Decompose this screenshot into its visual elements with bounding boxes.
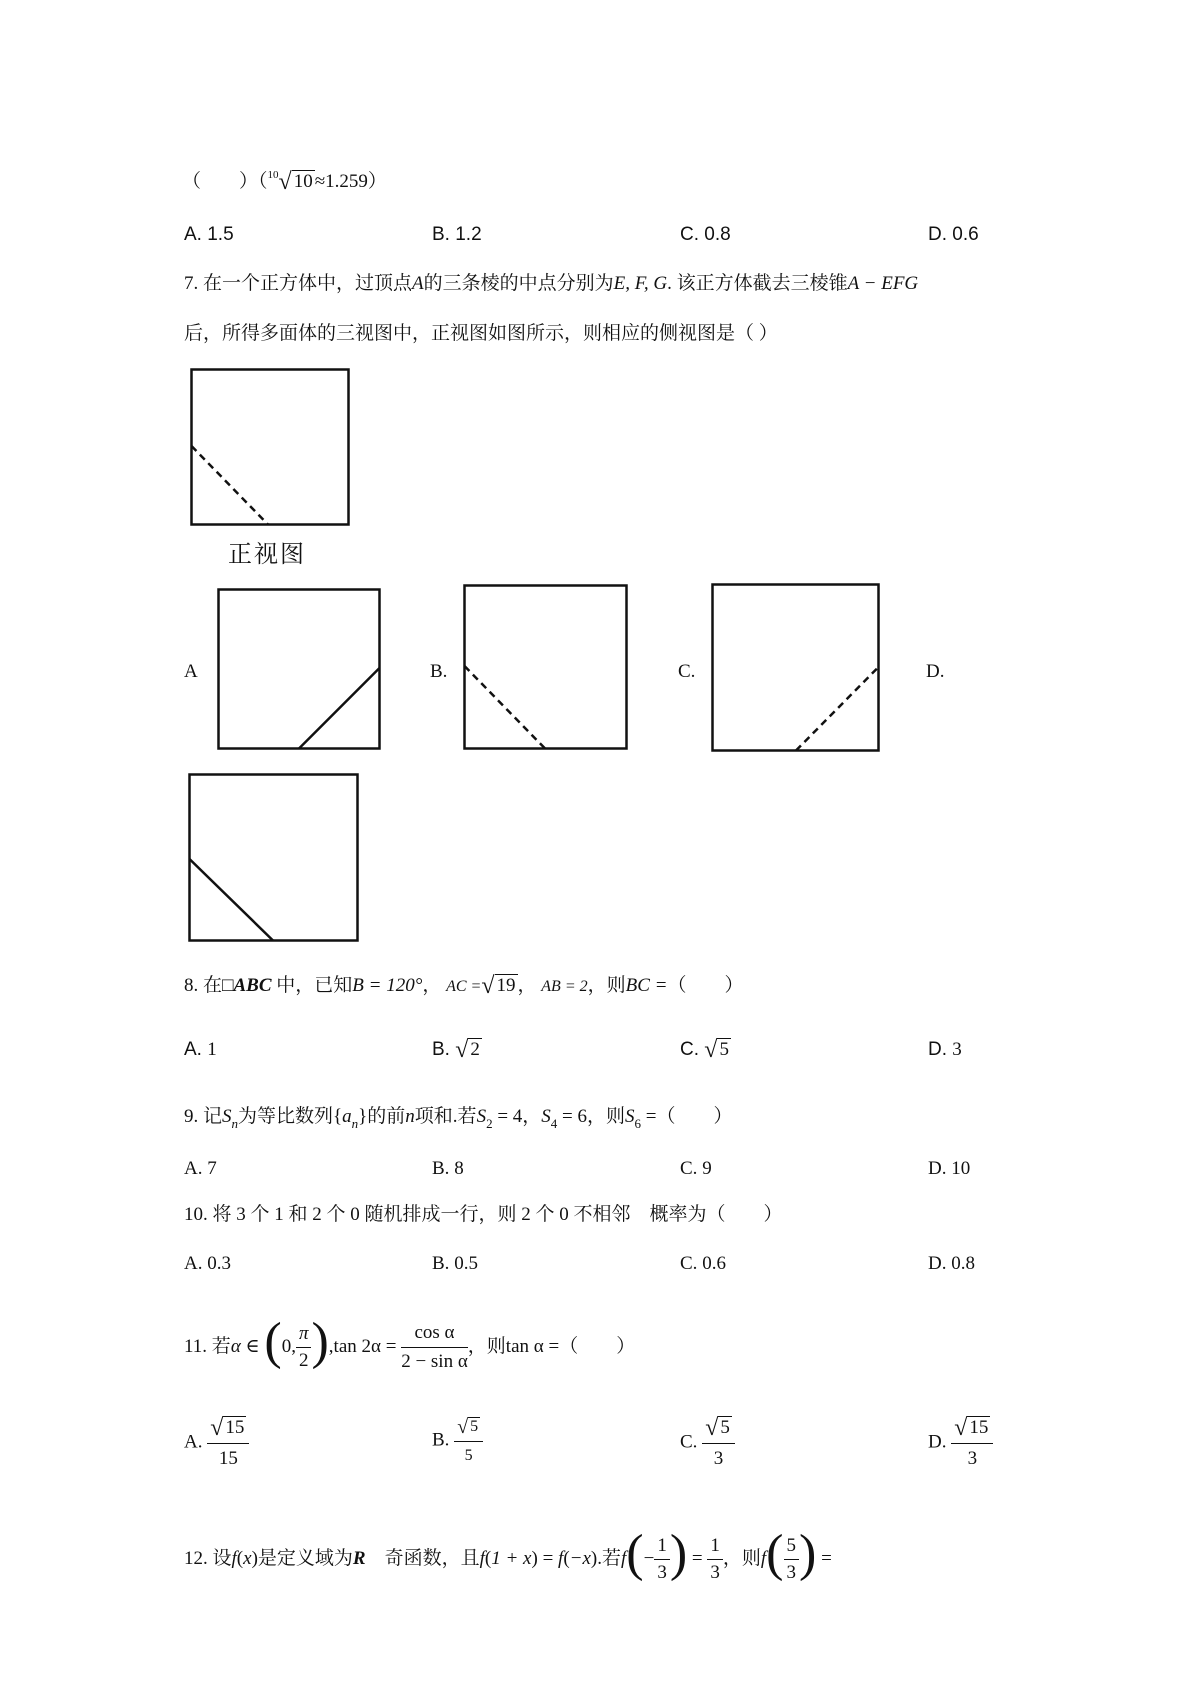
option-c-square	[713, 585, 879, 751]
q6-option-d: D. 0.6	[928, 224, 979, 245]
q9-line: 9. 记$S_n$为等比数列$\{a_n\}$的前n项和.若$S_2 = 4$，$S_4 = 6$，则$S_6$ =（ ）	[184, 1106, 733, 1131]
q6-root-index: 10	[267, 169, 279, 181]
q6-blank: （ ）	[182, 171, 259, 192]
option-b-dashed-edge	[465, 666, 546, 749]
q11-option-d: D. $\frac{√ 15}{3}$	[928, 1412, 993, 1473]
q12-line: 12. 设f(x)是定义域为R 奇函数，且f(1 + x) = f(−x).若f(− $\frac{1}{3}$ ) = $\frac{1}{3}$ ，则f( $\frac{5}{3}$ ) =	[184, 1525, 832, 1584]
q7-front-view-caption: 正视图	[228, 540, 306, 568]
q8-line: 8. 在□ABC 中，已知B = 120°， AC =√ 19 ， AB = 2，则BC =（ ）	[184, 973, 744, 999]
q8-option-a: A. 1	[184, 1039, 217, 1060]
q6-option-b: B. 1.2	[432, 224, 482, 245]
q7-points-efg: E, F, G	[613, 273, 668, 294]
q7-option-b-figure	[463, 584, 629, 752]
q6-hint-close: ）	[367, 171, 387, 192]
q10-option-a: A. 0.3	[184, 1253, 231, 1274]
q6-approx: ≈1.259	[314, 171, 368, 192]
q12-number: 12.	[184, 1548, 208, 1569]
q9-option-d: D. 10	[928, 1158, 971, 1179]
option-d-square	[190, 775, 358, 941]
q7-line1: 7. 在一个正方体中，过顶点A的三条棱的中点分别为E, F, G. 该正方体截去三棱锥A − EFG	[184, 273, 919, 294]
q9-option-a: A. 7	[184, 1158, 217, 1179]
q8-triangle-symbol: □	[222, 975, 234, 996]
q9-option-c: C. 9	[680, 1158, 712, 1179]
q8-option-c: C. √ 5	[680, 1037, 729, 1063]
option-a-square	[219, 590, 380, 749]
q6-hint-open: （	[258, 171, 268, 192]
q10-line: 10. 将 3 个 1 和 2 个 0 随机排成一行，则 2 个 0 不相邻 概率为（ ）	[184, 1204, 783, 1225]
q8-number: 8.	[184, 975, 199, 996]
option-d-solid-edge	[190, 859, 274, 941]
q7-option-b-label: B.	[430, 661, 448, 682]
q7-option-d-label: D.	[926, 661, 945, 682]
q7-option-a-figure	[217, 588, 383, 752]
option-c-dashed-edge	[796, 667, 879, 751]
q7-option-d-figure	[188, 773, 360, 943]
q8-angle: B = 120°	[352, 975, 423, 996]
q7-pyramid: A − EFG	[847, 273, 919, 294]
q10-option-c: C. 0.6	[680, 1253, 726, 1274]
q10-number: 10.	[184, 1204, 208, 1225]
q6-option-a: A. 1.5	[184, 224, 234, 245]
q11-number: 11.	[184, 1336, 208, 1357]
q8-option-b: B. √ 2	[432, 1037, 480, 1063]
q6-option-c: C. 0.8	[680, 224, 731, 245]
q7-point-a: A	[412, 273, 424, 294]
q11-option-a: A. $\frac{√ 15}{15}$	[184, 1412, 249, 1473]
q7-option-c-label: C.	[678, 661, 696, 682]
option-a-solid-edge	[299, 668, 380, 749]
option-b-square	[465, 586, 627, 749]
q7-number: 7.	[184, 273, 199, 294]
q8-ac-root: √ 19	[481, 973, 516, 999]
front-view-square	[192, 370, 349, 525]
q12-real-set: R	[352, 1548, 366, 1569]
q11-line: 11. 若α ∈ (0, $\frac{\pi}{2}$ ),tan 2α = $\frac{\text{cos α}}{\text{2 − sin α}}$ ，则tan α =（ ）	[184, 1313, 636, 1373]
q8-option-d: D. 3	[928, 1039, 962, 1060]
q7-option-c-figure	[711, 583, 881, 753]
q7-option-a-label: A	[184, 661, 198, 682]
q6-tail-line	[182, 168, 387, 196]
q9-option-b: B. 8	[432, 1158, 464, 1179]
q11-option-c: C. $\frac{√ 5}{3}$	[680, 1412, 735, 1473]
q7-front-view-figure	[190, 368, 352, 528]
q11-option-b: B. $\frac{√ 5}{5}$	[432, 1412, 483, 1469]
q10-option-b: B. 0.5	[432, 1253, 478, 1274]
q9-number: 9.	[184, 1106, 199, 1127]
q6-root: √ 10	[278, 169, 313, 195]
q8-triangle: ABC	[233, 975, 272, 996]
q7-line2: 后，所得多面体的三视图中，正视图如图所示，则相应的侧视图是（ ）	[184, 323, 778, 344]
q10-option-d: D. 0.8	[928, 1253, 975, 1274]
front-view-dashed-edge	[192, 446, 269, 525]
